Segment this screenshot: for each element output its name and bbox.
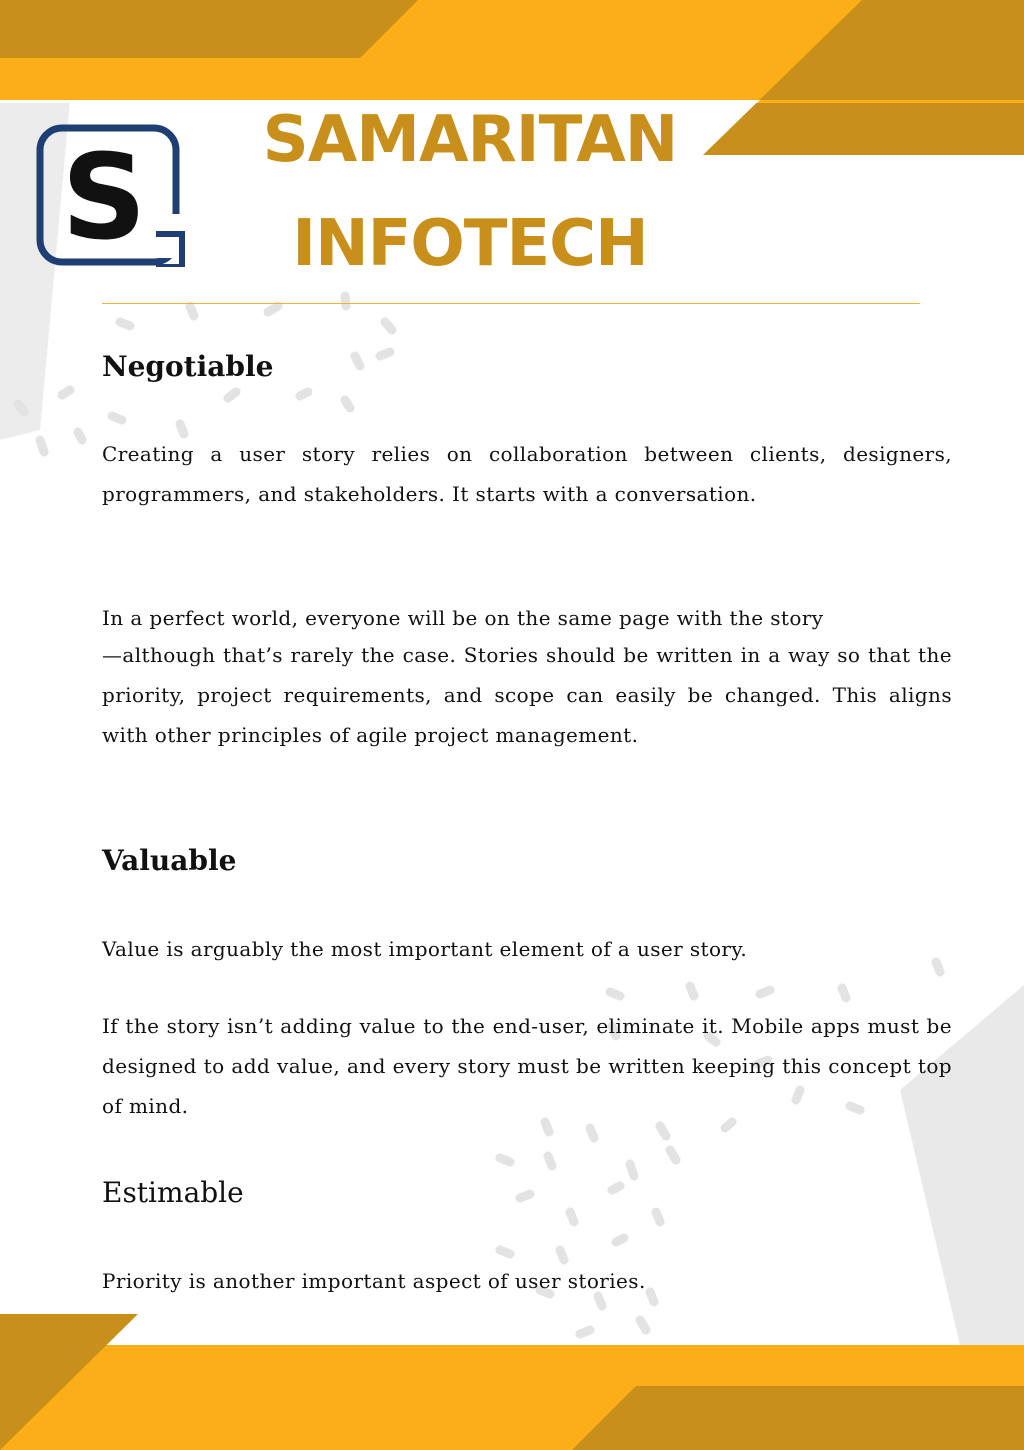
paragraph: Priority is another important aspect of user stories. [102,1269,646,1293]
paragraph: If the story isn’t adding value to the end-user, eliminate it. Mobile apps must be designed to add value, and every story must be written keeping this concept top of mind. [102,1014,952,1118]
section-heading-estimable: Estimable [102,1176,244,1209]
paragraph: Creating a user story relies on collaboration between clients, designers, programmers, and stakeholders. It starts with a conversation. [102,442,952,506]
section-heading-valuable: Valuable [102,844,237,877]
svg-text:S: S [61,128,147,266]
header-divider [102,303,920,304]
paragraph: In a perfect world, everyone will be on the same page with the story [102,606,824,630]
samaritan-logo [36,122,186,267]
paragraph: —although that’s rarely the case. Stories should be written in a way so that the priority, project requirements, and scope can easily be changed. This aligns with other principles of agile project management. [102,643,952,747]
company-name-line2: INFOTECH [292,207,648,281]
company-name-line1: SAMARITAN [262,103,678,177]
section-heading-negotiable: Negotiable [102,350,274,383]
paragraph: Value is arguably the most important element of a user story. [102,937,748,961]
